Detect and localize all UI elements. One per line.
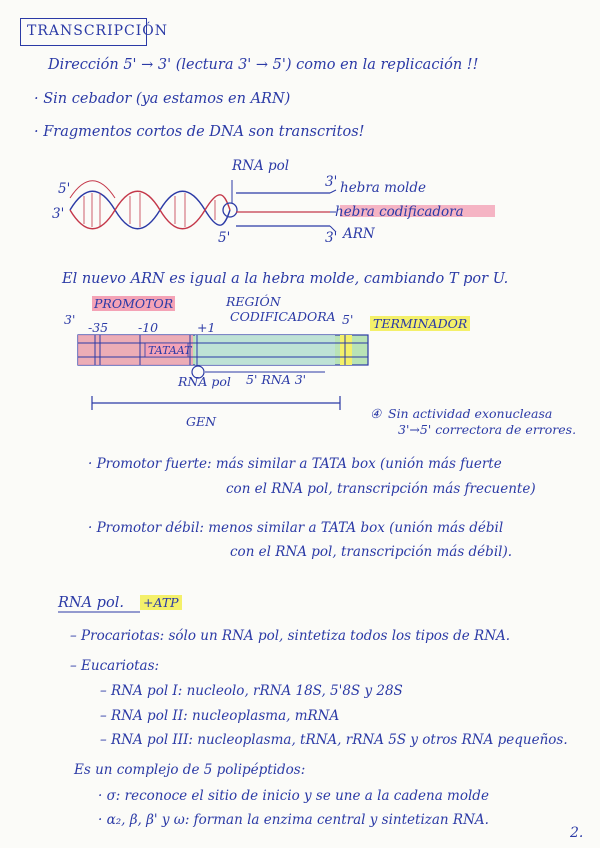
three-prime-d2: 3' [64,312,76,327]
sigma-line: · σ: reconoce el sitio de inicio y se une a la cadena molde [98,788,489,804]
complex-line: Es un complejo de 5 polipéptidos: [74,762,306,778]
five-prime-top: 5' [58,181,71,197]
fragments-line: · Fragmentos cortos de DNA son transcritos! [34,124,365,140]
promotor-label: PROMOTOR [94,296,174,311]
rna-pol-heading: RNA pol. [58,595,124,611]
rna-5-3-label: 5' RNA 3' [246,372,307,387]
five-prime-bottom: 5' [218,230,231,246]
note-symbol: ④ [370,406,382,421]
terminador-label: TERMINADOR [370,318,470,331]
note-line-2: 3'→5' correctora de errores. [398,422,577,437]
codificadora-label: CODIFICADORA [230,309,336,324]
rna-pol-label: RNA pol [232,158,290,174]
no-primer-line: · Sin cebador (ya estamos en ARN) [34,91,291,107]
new-rna-line: El nuevo ARN es igual a la hebra molde, cambiando T por U. [62,271,509,287]
weak-promoter-line-1: · Promotor débil: menos similar a TATA box (unión más débil [88,520,504,536]
gen-label: GEN [186,414,217,429]
strong-promoter-line-1: · Promotor fuerte: más similar a TATA box (unión más fuerte [88,456,502,472]
region-label: REGIÓN [226,294,281,309]
strong-promoter-line-2: con el RNA pol, transcripción más frecuente) [226,481,536,497]
page-title: TRANSCRIPCIÓN [27,23,169,39]
tataat-label: TATAAT [148,344,192,357]
rna-pol-3-line: – RNA pol III: nucleoplasma, tRNA, rRNA 5S y otros RNA pequeños. [100,732,568,748]
rna-pol-d2: RNA pol [178,374,231,389]
alpha-line: · α₂, β, β' y ω: forman la enzima central y sintetizan RNA. [98,812,489,828]
rna-pol-2-line: – RNA pol II: nucleoplasma, mRNA [100,708,340,724]
three-prime-top: 3' [325,174,338,190]
rna-pol-1-line: – RNA pol I: nucleolo, rRNA 18S, 5'8S y 28S [100,683,403,699]
hebra-molde-label: hebra molde [340,180,426,196]
five-prime-d2: 5' [342,312,354,327]
hebra-codificadora-label: hebra codificadora [335,204,464,220]
prokaryotes-line: – Procariotas: sólo un RNA pol, sintetiza todos los tipos de RNA. [70,628,511,644]
weak-promoter-line-2: con el RNA pol, transcripción más débil). [230,544,513,560]
eukaryotes-line: – Eucariotas: [70,658,160,674]
three-prime-bottom: 3' [325,230,338,246]
note-line-1: Sin actividad exonucleasa [388,406,553,421]
plus1-label: +1 [197,320,216,335]
arn-label: ARN [343,226,375,242]
minus10-label: -10 [138,320,159,335]
three-prime-left: 3' [52,206,65,222]
minus35-label: -35 [88,320,109,335]
page-number: 2. [570,825,584,841]
direction-line: Dirección 5' → 3' (lectura 3' → 5') como en la replicación !! [48,57,479,73]
atp-label: +ATP [140,597,182,610]
